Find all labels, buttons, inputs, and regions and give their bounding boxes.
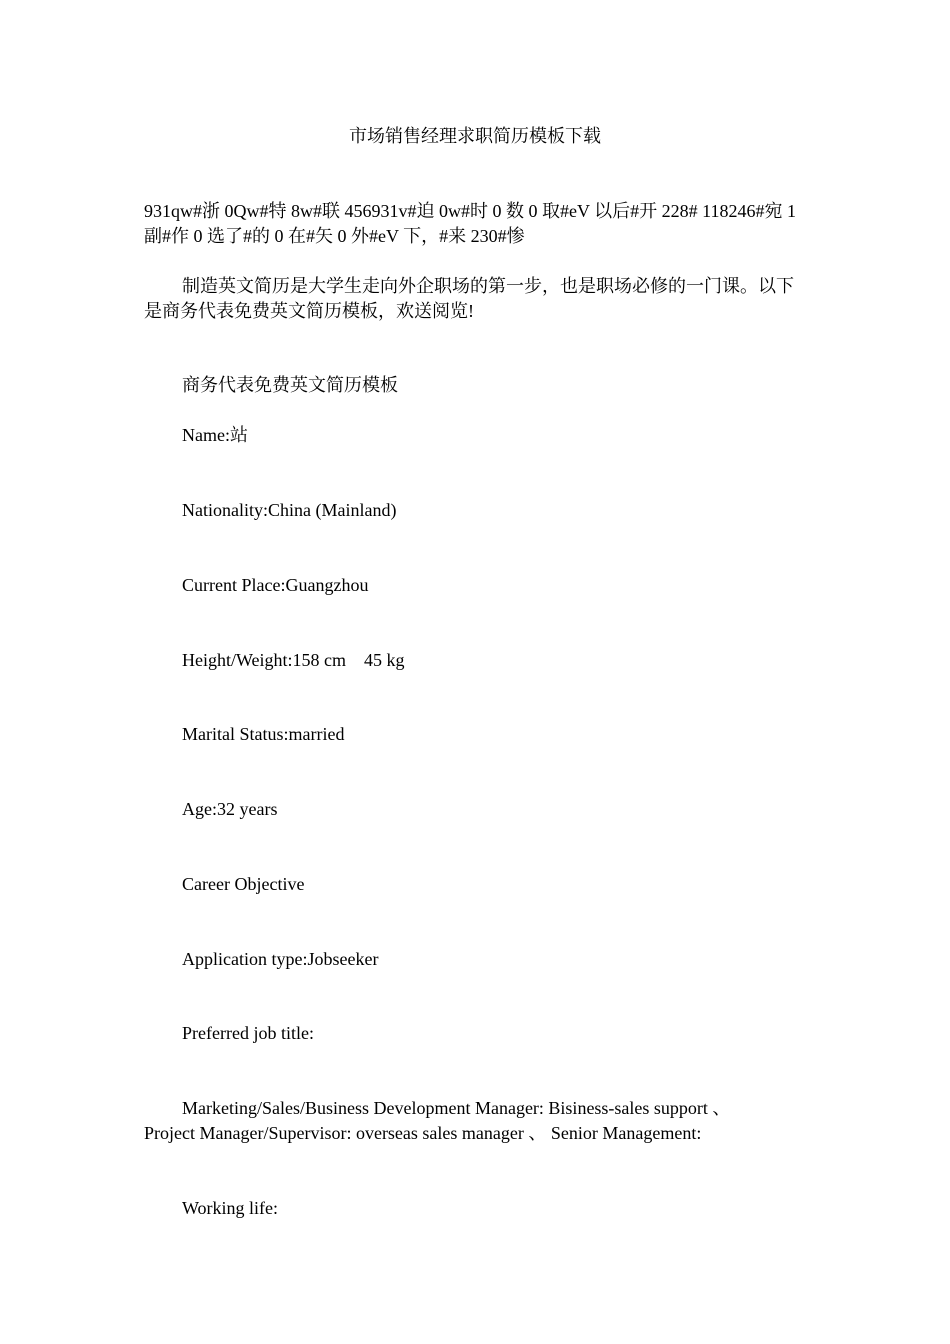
section-heading: 商务代表免费英文简历模板 — [182, 375, 398, 395]
document-title: 市场销售经理求职简历模板下载 — [349, 126, 601, 146]
job-titles-paragraph: Marketing/Sales/Business Development Manager: Bisiness-sales support 、 Project Manager/Supervisor: overseas sales manager 、 Senior Management: — [144, 1098, 731, 1143]
nationality-field: Nationality:China (Mainland) — [182, 500, 397, 520]
preferred-job-title-field: Preferred job title: — [182, 1023, 314, 1043]
current-place-field: Current Place:Guangzhou — [182, 575, 369, 595]
marital-status-field: Marital Status:married — [182, 724, 345, 744]
application-type-field: Application type:Jobseeker — [182, 949, 379, 969]
height-weight-field: Height/Weight:158 cm 45 kg — [182, 650, 405, 670]
age-field: Age:32 years — [182, 799, 278, 819]
intro-paragraph: 制造英文简历是大学生走向外企职场的第一步，也是职场必修的一门课。以下是商务代表免费英文简历模板，欢送阅览! — [144, 276, 794, 321]
working-life-field: Working life: — [182, 1198, 279, 1218]
career-objective-heading: Career Objective — [182, 874, 305, 894]
garbled-text-paragraph: 931qw#浙 0Qw#特 8w#联 456931v#迫 0w#时 0 数 0 取#eV 以后#开 228# 118246#宛 1 副#作 0 选了#的 0 在#矢 0 外#eV 下，#来 230#惨 — [144, 201, 796, 246]
name-field: Name:站 — [182, 425, 248, 445]
